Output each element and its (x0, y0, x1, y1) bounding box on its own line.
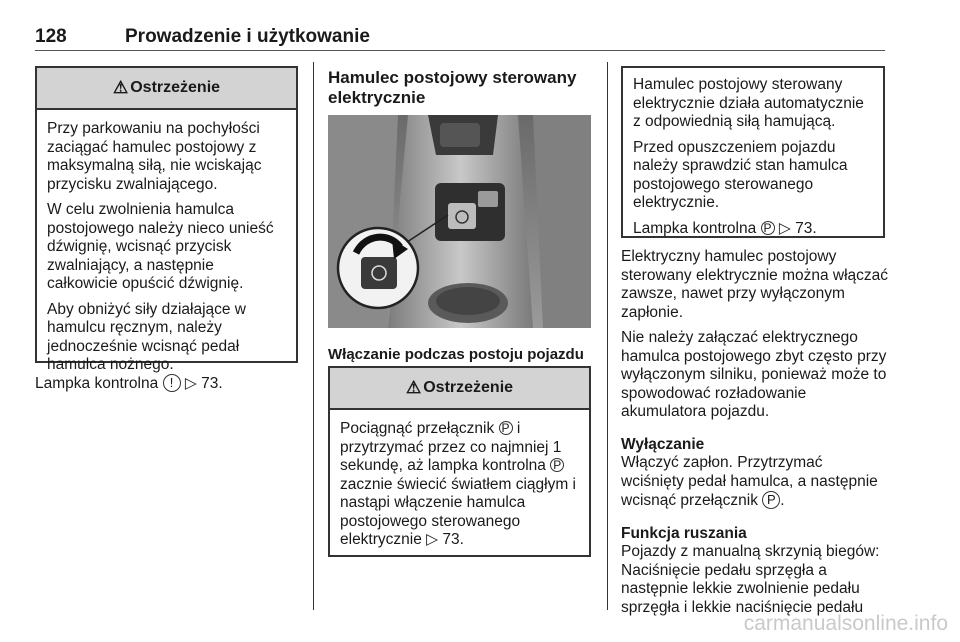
parking-brake-icon: P (762, 491, 780, 509)
page-header (35, 26, 885, 52)
parking-brake-icon: P (761, 221, 775, 235)
warning-title: Ostrzeżenie (130, 79, 221, 96)
lamp-label: Lampka kontrolna (35, 375, 159, 392)
body-paragraph: Nie należy załączać elektrycznego hamulca postojowego zbyt często przy wyłączonym silniku, ponieważ może to spowodować rozładowanie akumulatora pojazdu. (621, 329, 887, 420)
subheading-off: Wyłączanie (621, 435, 705, 453)
subheading-drive-away: Funkcja ruszania (621, 524, 747, 542)
warning-triangle-icon: ⚠ (112, 78, 129, 97)
parking-brake-icon: P (499, 421, 513, 435)
lamp-label: Lampka kontrolna (633, 219, 757, 237)
reference-arrow-icon: ▷ (426, 531, 439, 548)
warning-text: zacznie świecić światłem ciągłym i nastąpi włączenie hamulca postojowego sterowanego elektrycznie (340, 475, 577, 548)
info-paragraph: Przed opuszczeniem pojazdu należy sprawdzić stan hamulca postojowego sterowanego elektrycznie. (633, 138, 848, 211)
right-column-text (621, 248, 889, 624)
mid-warning-box (328, 366, 591, 557)
parking-brake-switch-illustration (328, 115, 591, 328)
chapter-title: Prowadzenie i użytkowanie (125, 26, 370, 47)
page-number: 128 (35, 26, 67, 47)
info-lamp-reference (633, 220, 871, 239)
warning-header (37, 68, 296, 110)
page-reference: 73. (442, 531, 464, 548)
right-info-box (621, 66, 885, 238)
body-text: Włączyć zapłon. Przytrzymać wciśnięty pedał hamulca, a następnie wcisnąć przełącznik (621, 454, 878, 509)
photo-caption (328, 346, 593, 364)
column-divider-left (313, 62, 314, 610)
page-reference: 73. (795, 219, 817, 237)
warning-text: Pociągnąć przełącznik (340, 420, 495, 437)
warning-title: Ostrzeżenie (423, 379, 514, 396)
reference-arrow-icon: ▷ (778, 219, 791, 237)
info-paragraph: Hamulec postojowy sterowany elektrycznie działa automatycznie z odpowiednią siłą hamującą. (633, 76, 864, 130)
section-heading (328, 68, 593, 108)
watermark: carmanualsonline.info (743, 612, 948, 635)
parking-brake-icon: P (550, 458, 564, 472)
column-divider-right (607, 62, 608, 610)
left-warning-box (35, 66, 298, 373)
left-lamp-reference (35, 374, 300, 401)
header-rule (35, 50, 885, 51)
warning-paragraph (340, 420, 577, 550)
body-paragraph: Pojazdy z manualną skrzynią biegów: Naciśnięcie pedału sprzęgła a następnie lekkie zwolnienie pedału sprzęgła i lekkie naciśnięcie pedału (621, 543, 880, 616)
brake-warning-icon: ! (163, 374, 181, 392)
reference-arrow-icon: ▷ (184, 375, 197, 392)
warning-paragraph: W celu zwolnienia hamulca postojowego należy nieco unieść dźwignię, wcisnąć przycisk zwalniający, a następnie całkowicie opuścić dźwignię. (47, 201, 274, 292)
warning-text: i przytrzymać przez co najmniej 1 sekundę, aż lampka kontrolna (340, 420, 562, 474)
warning-header (330, 368, 589, 410)
body-paragraph (621, 454, 889, 511)
warning-paragraph: Przy parkowaniu na pochyłości zaciągać hamulec postojowy z maksymalną siłą, nie wciskając przycisku zwalniającego. (47, 120, 262, 193)
body-paragraph: Elektryczny hamulec postojowy sterowany elektrycznie można włączać zawsze, nawet przy wyłączonym zapłonie. (621, 248, 889, 321)
caption-text: Włączanie podczas postoju pojazdu (328, 346, 584, 363)
warning-triangle-icon: ⚠ (405, 378, 422, 397)
body-text: . (780, 492, 785, 509)
heading-text: Hamulec postojowy sterowany elektrycznie (328, 68, 577, 107)
warning-paragraph: Aby obniżyć siły działające w hamulcu ręcznym, należy jednocześnie wcisnąć pedał hamulca nożnego. (47, 300, 247, 373)
page-reference: 73. (201, 375, 223, 392)
console-photo (328, 115, 591, 328)
